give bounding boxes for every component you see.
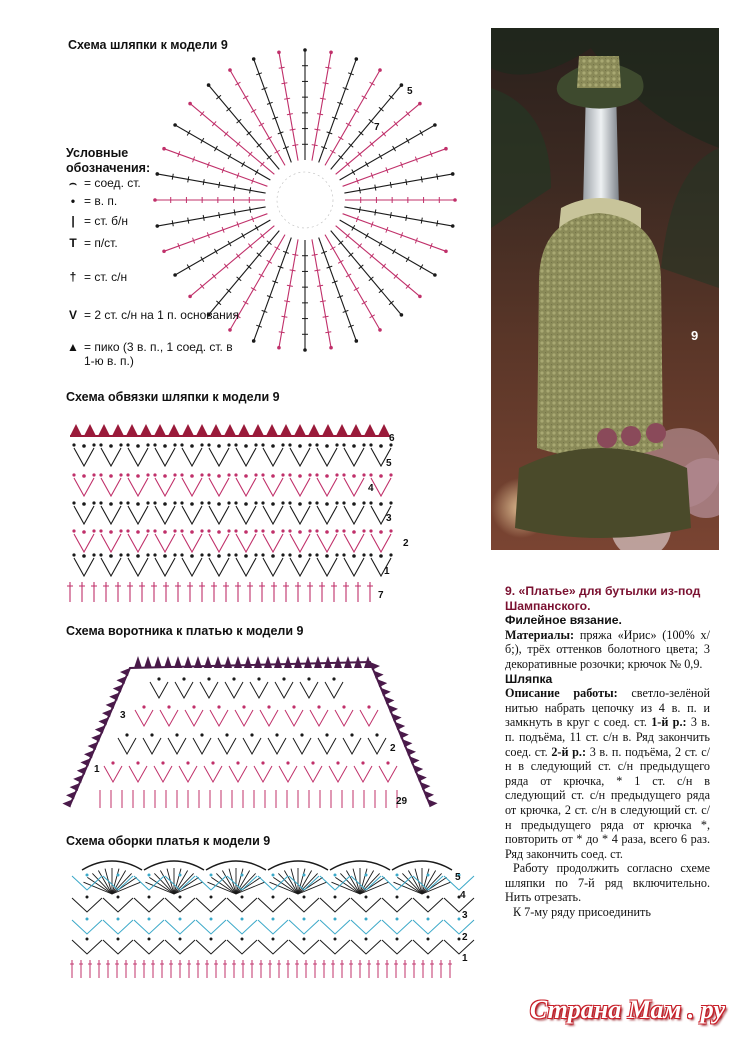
ruffle-fan-stitch — [103, 940, 133, 954]
chain-dot — [272, 874, 275, 877]
ruffle-row-label: 1 — [462, 953, 468, 964]
chain-dot — [334, 918, 337, 921]
edging-row-label: 1 — [384, 566, 390, 577]
description-label: Описание работы: — [505, 686, 618, 701]
hat-row-label-5: 5 — [407, 86, 413, 97]
chain-dot — [272, 918, 275, 921]
chain-dot — [148, 896, 151, 899]
ruffle-fan-stitch — [134, 940, 164, 954]
chain-dot — [427, 918, 430, 921]
ruffle-fan-stitch — [320, 920, 350, 934]
chain-dot — [334, 896, 337, 899]
collar-row-label: 2 — [390, 743, 396, 754]
row2-text: 3 в. п. подъёма, 2 ст. с/н в следующий ст. с/н предыдущего ряда от крючка, * 1 ст. с/н в следующий ст. с/н предыдущего ряда от крючка, 2 ст. с/н в следующий ст. с/н предыдущего ряда от крючка *, повторить от * до * 4 раза, всего 6 раз. Ряд закончить соед. ст. — [505, 744, 711, 861]
ruffle-fan-stitch — [351, 898, 381, 912]
sc-symbol-icon: | — [71, 214, 75, 228]
legend-item-text: = пико (3 в. п., 1 соед. ст. в 1-ю в. п.) — [84, 340, 233, 368]
chain-dot — [148, 874, 151, 877]
chain-dot — [179, 938, 182, 941]
chain-dot — [210, 938, 213, 941]
ruffle-fan-stitch — [444, 940, 474, 954]
chain-dot — [210, 896, 213, 899]
chain-dot — [241, 896, 244, 899]
chain-dot — [179, 896, 182, 899]
description-paragraph — [505, 686, 710, 861]
chain-symbol-icon: • — [70, 194, 76, 208]
chain-dot — [427, 938, 430, 941]
ruffle-fan-stitch — [320, 940, 350, 954]
chain-dot — [396, 918, 399, 921]
ruffle-fan-stitch — [351, 940, 381, 954]
chain-dot — [396, 938, 399, 941]
chain-dot — [86, 938, 89, 941]
collar-row-label: 3 — [120, 710, 126, 721]
paragraph-3: К 7-му ряду присоединить — [513, 905, 651, 920]
ruffle-fan-stitch — [196, 898, 226, 912]
ruffle-fan-stitch — [134, 920, 164, 934]
edging-row-label: 7 — [378, 590, 384, 601]
ruffle-row-label: 5 — [455, 872, 461, 883]
ruffle-fan-stitch — [134, 898, 164, 912]
ruffle-fan-stitch — [320, 898, 350, 912]
chain-dot — [241, 938, 244, 941]
ruffle-fan-stitch — [382, 920, 412, 934]
chain-dot — [334, 938, 337, 941]
chain-dot — [365, 938, 368, 941]
ruffle-fan-stitch — [165, 898, 195, 912]
ruffle-fan-stitch — [444, 920, 474, 934]
chain-dot — [272, 938, 275, 941]
edging-row-label: 3 — [386, 513, 392, 524]
paragraph-2: Работу продолжить согласно схеме шляпки по 7-й ряд включительно. Нить отрезать. — [505, 861, 710, 905]
edging-row-label: 6 — [389, 433, 395, 444]
chain-dot — [179, 874, 182, 877]
chain-dot — [117, 896, 120, 899]
chain-dot — [241, 874, 244, 877]
ruffle-fan-stitch — [227, 920, 257, 934]
collar-row-label: 1 — [94, 764, 100, 775]
hat-edging-heading: Схема обвязки шляпки к модели 9 — [66, 390, 280, 404]
photo-number: 9 — [691, 328, 699, 343]
legend-title: Условные обозначения: — [66, 146, 151, 175]
ruffle-fan-stitch — [227, 898, 257, 912]
chain-dot — [179, 918, 182, 921]
legend-item-text: = в. п. — [84, 194, 118, 208]
materials-paragraph — [505, 628, 710, 672]
chain-dot — [272, 896, 275, 899]
chain-dot — [210, 874, 213, 877]
chain-dot — [427, 896, 430, 899]
ruffle-fan-stitch — [72, 940, 102, 954]
ruffle-fan-stitch — [413, 920, 443, 934]
chain-dot — [365, 874, 368, 877]
chain-dot — [86, 918, 89, 921]
edging-row-label: 4 — [368, 483, 374, 494]
ruffle-fan-stitch — [351, 920, 381, 934]
ruffle-row-label: 3 — [462, 910, 468, 921]
dc-symbol-icon: † — [69, 270, 77, 284]
ruffle-fan-stitch — [165, 920, 195, 934]
ruffle-fan-stitch — [72, 898, 102, 912]
chain-dot — [427, 874, 430, 877]
materials-label: Материалы: — [505, 627, 575, 642]
bottle-photo — [491, 28, 719, 550]
section-heading: Шляпка — [505, 671, 553, 686]
edging-row-label: 5 — [386, 458, 392, 469]
legend-item-text: = соед. ст. — [84, 176, 141, 190]
collar-row-label: 29 — [396, 796, 408, 807]
ruffle-fan-stitch — [444, 898, 474, 912]
edging-row-label: 2 — [403, 538, 409, 549]
chain-dot — [303, 938, 306, 941]
ruffle-fan-stitch — [258, 940, 288, 954]
ruffle-fan-stitch — [72, 920, 102, 934]
article-technique: Филейное вязание. — [505, 613, 622, 628]
ruffle-fan-stitch — [289, 920, 319, 934]
row2-label: 2-й р.: — [551, 744, 587, 759]
ruffle-fan-stitch — [289, 940, 319, 954]
ruffle-fan-stitch — [382, 898, 412, 912]
chain-dot — [86, 874, 89, 877]
2dc-symbol-icon: V — [68, 308, 77, 322]
article-text — [505, 584, 710, 920]
chain-dot — [365, 896, 368, 899]
slip-stitch-symbol-icon: ⌢ — [69, 176, 77, 190]
legend-item-text: = п/ст. — [84, 236, 118, 250]
chain-dot — [303, 874, 306, 877]
legend-item-text: = ст. б/н — [84, 214, 129, 228]
description-text: светло-зелёной нитью набрать цепочку из 4 в. п. и замкнуть в круг с соед. ст. — [505, 686, 710, 730]
ruffle-fan-stitch — [165, 940, 195, 954]
chain-dot — [86, 896, 89, 899]
chain-dot — [303, 896, 306, 899]
chain-dot — [148, 918, 151, 921]
row1-text: 3 в. п. подъёма, 11 ст. с/н в. Ряд закончить соед. ст. — [505, 715, 711, 759]
chain-dot — [365, 918, 368, 921]
ruffle-fan-stitch — [413, 898, 443, 912]
legend-item-text: = ст. с/н — [84, 270, 128, 284]
hdc-symbol-icon: T — [69, 236, 77, 250]
ruffle-fan-stitch — [103, 898, 133, 912]
ruffle-fan-stitch — [382, 940, 412, 954]
article-title: 9. «Платье» для бутылки из-под Шампанского. — [505, 584, 701, 613]
chain-dot — [396, 874, 399, 877]
ruffle-heading: Схема оборки платья к модели 9 — [66, 834, 271, 848]
ruffle-row-label: 2 — [462, 932, 468, 943]
collar-heading: Схема воротника к платью к модели 9 — [66, 624, 304, 638]
hat-scheme-heading: Схема шляпки к модели 9 — [68, 38, 228, 52]
ruffle-fan-stitch — [258, 920, 288, 934]
chain-dot — [117, 938, 120, 941]
hat-row-label-7: 7 — [374, 122, 380, 133]
chain-dot — [148, 938, 151, 941]
bottle-illustration — [491, 28, 719, 550]
ruffle-fan-stitch — [103, 920, 133, 934]
materials-text: пряжа «Ирис» (100% х/б;), трёх оттенков болотного цвета; 3 декоративные розочки; крючок № 0,9. — [505, 627, 710, 671]
chain-dot — [210, 918, 213, 921]
picot-symbol-icon: ▲ — [67, 340, 79, 354]
chain-dot — [458, 918, 461, 921]
chain-dot — [458, 938, 461, 941]
ruffle-row-label: 4 — [460, 890, 466, 901]
ruffle-fan-stitch — [227, 940, 257, 954]
ruffle-fan-stitch — [289, 898, 319, 912]
chain-dot — [241, 918, 244, 921]
row1-label: 1-й р.: — [651, 715, 687, 730]
chain-dot — [117, 874, 120, 877]
chain-dot — [334, 874, 337, 877]
ruffle-fan-stitch — [196, 940, 226, 954]
chain-dot — [303, 918, 306, 921]
chain-dot — [396, 896, 399, 899]
watermark-logo: Страна Мам . ру — [529, 995, 725, 1024]
ruffle-fan-stitch — [258, 898, 288, 912]
legend-item-text: = 2 ст. с/н на 1 п. основания — [84, 308, 240, 322]
ruffle-fan-stitch — [196, 920, 226, 934]
ruffle-fan-stitch — [413, 940, 443, 954]
chain-dot — [117, 918, 120, 921]
